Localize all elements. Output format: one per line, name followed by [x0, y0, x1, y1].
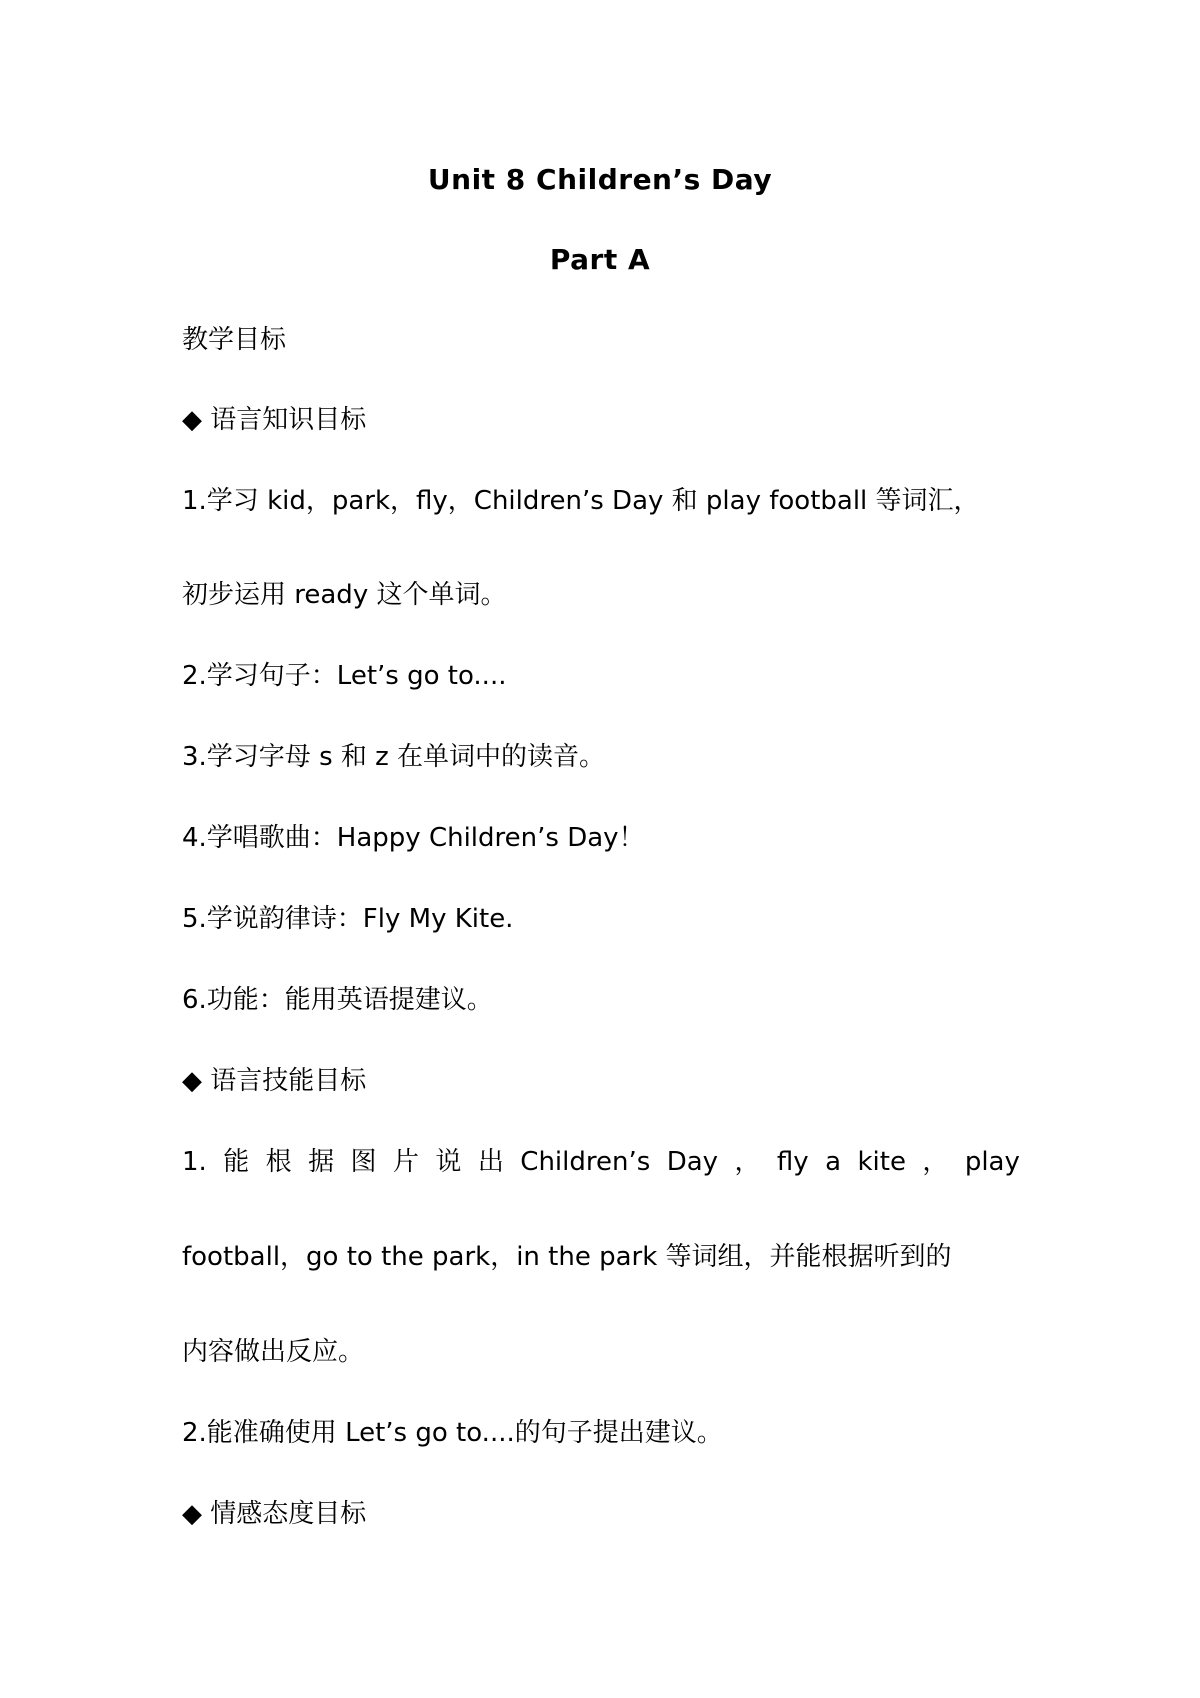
knowledge-item-1-line-1: 1.学习 kid，park，fly，Children’s Day 和 play football 等词汇， — [182, 486, 980, 516]
skills-line-word: 能 — [223, 1147, 250, 1177]
document-title: Unit 8 Children’s Day — [427, 163, 773, 196]
skills-item-1-line-2: football，go to the park，in the park 等词组，并能根据听到的 — [182, 1242, 952, 1272]
skills-line-word: 出 — [477, 1147, 504, 1177]
skills-line-word: 片 — [392, 1147, 419, 1177]
skills-line-word: kite — [857, 1147, 906, 1177]
skills-line-word: 说 — [435, 1147, 462, 1177]
document-subtitle: Part A — [549, 243, 651, 276]
skills-line-word: 据 — [308, 1147, 335, 1177]
knowledge-item-4: 4.学唱歌曲：Happy Children’s Day！ — [182, 823, 645, 853]
language-knowledge-heading: ◆ 语言知识目标 — [182, 405, 367, 435]
section-heading: 教学目标 — [182, 325, 287, 355]
knowledge-item-2: 2.学习句子：Let’s go to.... — [182, 661, 507, 691]
knowledge-item-6: 6.功能：能用英语提建议。 — [182, 985, 493, 1015]
knowledge-item-5: 5.学说韵律诗：Fly My Kite. — [182, 904, 514, 934]
emotion-attitude-heading: ◆ 情感态度目标 — [182, 1499, 367, 1529]
skills-line-word: ， — [922, 1147, 949, 1177]
skills-line-word: Day — [666, 1147, 719, 1177]
knowledge-item-1-line-2: 初步运用 ready 这个单词。 — [182, 580, 507, 610]
skills-line-word: fly — [776, 1147, 809, 1177]
language-skills-heading: ◆ 语言技能目标 — [182, 1066, 367, 1096]
skills-item-1-line-3: 内容做出反应。 — [182, 1337, 365, 1367]
skills-line-word: play — [964, 1147, 1020, 1177]
skills-line-word: 1. — [182, 1147, 207, 1177]
skills-line-word: a — [825, 1147, 842, 1177]
skills-item-1-line-1 — [182, 1142, 1020, 1182]
skills-line-word: ， — [734, 1147, 761, 1177]
skills-line-word: 图 — [350, 1147, 377, 1177]
skills-line-word: Children’s — [520, 1147, 651, 1177]
skills-line-word: 根 — [265, 1147, 292, 1177]
skills-item-2: 2.能准确使用 Let’s go to....的句子提出建议。 — [182, 1418, 723, 1448]
knowledge-item-3: 3.学习字母 s 和 z 在单词中的读音。 — [182, 742, 606, 772]
